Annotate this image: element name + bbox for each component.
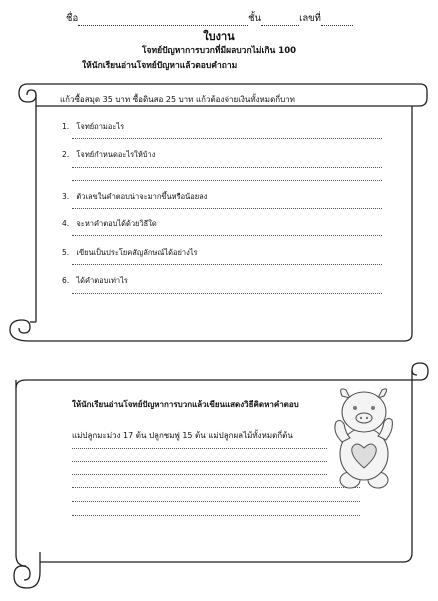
answer-line[interactable] (72, 487, 360, 488)
number-label: เลขที่ (299, 13, 321, 24)
worksheet-subtitle: โจทย์ปัญหาการบวกที่มีผลบวกไม่เกิน 100 (141, 46, 297, 56)
question-2 (62, 149, 155, 161)
worksheet-instruction: ให้นักเรียนอ่านโจทย์ปัญหาแล้วตอบคำถาม (82, 61, 238, 71)
question-6 (62, 275, 128, 287)
answer-line[interactable] (72, 208, 382, 209)
answer-line[interactable] (72, 235, 382, 236)
question-text: เขียนเป็นประโยคสัญลักษณ์ได้อย่างไร (76, 248, 198, 257)
question-text: จะหาคำตอบได้ด้วยวิธีใด (76, 219, 157, 228)
question-number: 5. (62, 248, 70, 257)
answer-line[interactable] (72, 501, 360, 502)
answer-line[interactable] (72, 448, 327, 449)
question-number: 4. (62, 219, 70, 228)
answer-line[interactable] (72, 180, 382, 181)
answer-line[interactable] (72, 264, 382, 265)
question-5 (62, 247, 198, 259)
part-2-instruction: ให้นักเรียนอ่านโจทย์ปัญหาการบวกแล้วเขียนแสดงวิธีคิดหาคำตอบ (72, 400, 299, 409)
name-label: ชื่อ (66, 13, 79, 24)
question-number: 6. (62, 276, 70, 285)
problem-1-text: แก้วซื้อสมุด 35 บาท ซื้อดินสอ 25 บาท แก้วต้องจ่ายเงินทั้งหมดกี่บาท (60, 95, 295, 104)
question-text: โจทย์กำหนดอะไรให้บ้าง (76, 150, 156, 159)
answer-line[interactable] (72, 138, 382, 139)
question-1 (62, 121, 124, 133)
answer-line[interactable] (72, 515, 360, 516)
answer-line[interactable] (72, 461, 327, 462)
class-label: ชั้น (248, 13, 262, 24)
question-number: 2. (62, 150, 70, 159)
question-number: 1. (62, 122, 70, 131)
answer-line[interactable] (72, 293, 382, 294)
worksheet-title: ใบงาน (203, 30, 235, 43)
answer-line[interactable] (72, 474, 327, 475)
question-4 (62, 218, 157, 230)
question-text: ตัวเลขในคำตอบน่าจะมากขึ้นหรือน้อยลง (76, 192, 208, 201)
answer-line[interactable] (72, 167, 382, 168)
question-3 (62, 191, 207, 203)
question-text: ได้คำตอบเท่าไร (76, 276, 128, 285)
question-text: โจทย์ถามอะไร (76, 122, 125, 131)
problem-2-text: แม่ปลูกมะม่วง 17 ต้น ปลูกชมพู่ 15 ต้น แม่ปลูกผลไม้ทั้งหมดกี่ต้น (72, 431, 293, 440)
pig-with-heart-icon (328, 384, 400, 496)
question-number: 3. (62, 192, 70, 201)
